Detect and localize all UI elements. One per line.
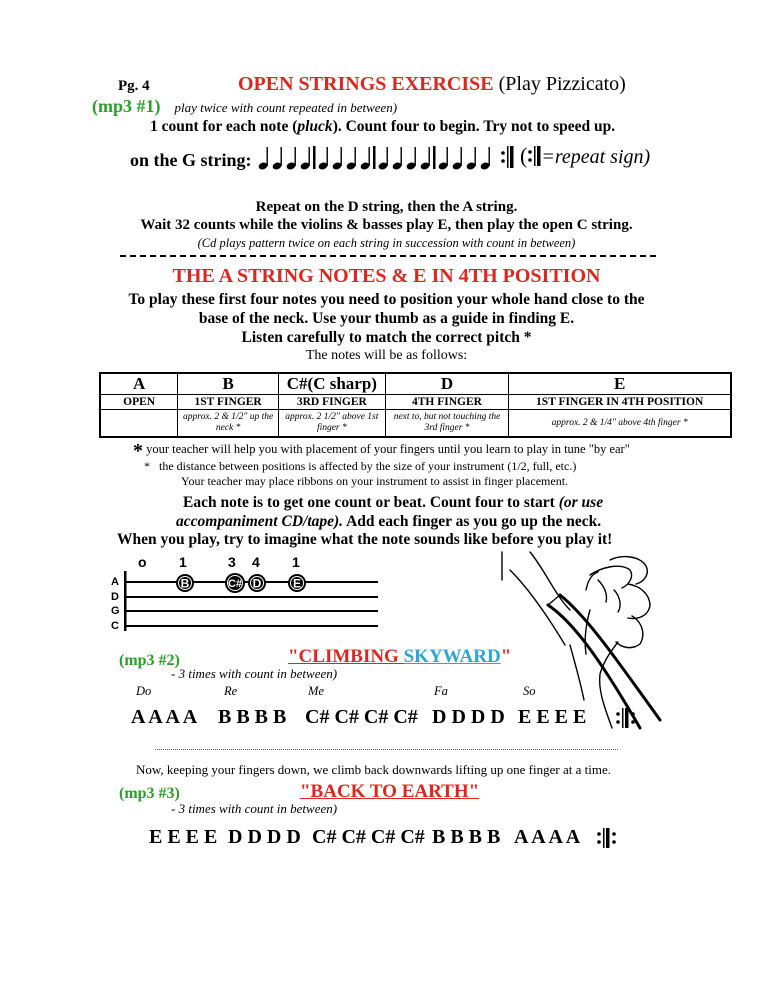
quarter-note-stem (355, 147, 356, 166)
section2-para2: base of the neck. Use your thumb as a guide in finding E. (198, 310, 575, 327)
quarter-note-stem (447, 147, 448, 166)
syllable-re: Re (224, 684, 238, 698)
quarter-note-stem (429, 147, 430, 166)
repeat-dot (501, 151, 505, 155)
quarter-note-stem (489, 147, 490, 166)
notes-header-row (100, 373, 731, 395)
exercise3-seq-a: A A A A (514, 826, 581, 848)
finger-e: 1ST FINGER IN 4TH POSITION (509, 395, 731, 410)
repeat-sign-icon (596, 826, 620, 850)
finger-number-1b: 1 (292, 554, 300, 570)
exercise2-seq-b: B B B B (218, 706, 287, 728)
exercise2-seq-a: A A A A (131, 706, 198, 728)
instruction-part-a: 1 count for each note ( (150, 118, 298, 135)
quarter-note-stem (327, 147, 328, 166)
exercise2-seq-d: D D D D (432, 706, 505, 728)
header-a: A (100, 373, 178, 395)
finger-number-1: 1 (179, 554, 187, 570)
exercise2-note: - 3 times with count in between) (171, 666, 338, 681)
footnote-2 (144, 459, 576, 474)
note-marker-d-label: D (252, 576, 262, 591)
exercise1-heading (238, 73, 626, 96)
exercise2-title (288, 646, 511, 668)
count-line-2 (176, 513, 601, 531)
quarter-note-stem (309, 147, 310, 166)
repeat-sign-legend (520, 143, 650, 169)
exercise3-seq-c-sharp: C# C# C# C# (312, 826, 425, 848)
desc-c-sharp: approx. 2 1/2" above 1st finger * (279, 410, 386, 438)
dotted-divider (155, 749, 618, 750)
fingerboard-diagram (110, 553, 380, 635)
exercise3-seq-d: D D D D (228, 826, 301, 848)
count-line-2-italic: accompaniment CD/tape). (176, 513, 344, 530)
exercise3-seq-e: E E E E (149, 826, 218, 848)
exercise1-line1: Repeat on the D string, then the A string. (255, 199, 518, 215)
repeat-sign-icon (527, 145, 541, 167)
exercise1-line3: (Cd plays pattern twice on each string in succession with count in between) (197, 236, 576, 250)
section2-para3: Listen carefully to match the correct pitch * (241, 329, 532, 346)
note-marker-b (176, 574, 194, 592)
header-e: E (509, 373, 731, 395)
notes-table (99, 372, 732, 438)
note-marker-d (248, 574, 266, 592)
footnote-3: Your teacher may place ribbons on your instrument to assist in finger placement. (181, 474, 569, 488)
page-label: Pg. 4 (118, 78, 150, 94)
count-line-1 (183, 494, 603, 512)
note-marker-c-sharp-label: C# (227, 578, 243, 590)
repeat-dot (501, 159, 505, 163)
section2-para1: To play these first four notes you need to position your whole hand close to the (128, 291, 645, 308)
syllable-me: Me (308, 684, 324, 698)
repeat-legend-open-paren: ( (520, 143, 528, 168)
quarter-note-stem (341, 147, 342, 166)
desc-b: approx. 2 & 1/2" up the neck * (178, 410, 279, 438)
count-line-1-italic: (or use (558, 494, 604, 511)
string-label-a: A (111, 576, 119, 588)
note-marker-e-label: E (292, 576, 302, 591)
exercise1-title-suffix: (Play Pizzicato) (498, 73, 626, 95)
desc-e: approx. 2 & 1/4" above 4th finger * (509, 410, 731, 438)
desc-a (100, 410, 178, 438)
exercise3-intro: Now, keeping your fingers down, we climb back downwards lifting up one finger at a time. (136, 762, 611, 777)
barline (433, 146, 436, 169)
quarter-note-stem (475, 147, 476, 166)
count-line-3: When you play, try to imagine what the note sounds like before you play it! (117, 531, 613, 548)
string-label-g: G (111, 605, 120, 617)
exercise3-note: - 3 times with count in between) (171, 801, 338, 816)
quarter-note-stem (461, 147, 462, 166)
quarter-note-stem (401, 147, 402, 166)
repeat-thin-bar (507, 146, 509, 168)
fingerboard-nut (124, 571, 127, 631)
exercise1-line2: Wait 32 counts while the violins & basses play E, then play the open C string. (140, 217, 633, 233)
exercise2-title-part1: "CLIMBING (288, 646, 404, 667)
exercise2-seq-e: E E E E (518, 706, 587, 728)
barline (313, 146, 316, 169)
quarter-note-stem (387, 147, 388, 166)
finger-a: OPEN (100, 395, 178, 410)
asterisk-icon: * (133, 440, 143, 462)
instruction-pluck: pluck (297, 118, 333, 135)
quarter-note-rhythm (255, 142, 528, 172)
notes-finger-row (100, 395, 731, 410)
exercise2-title-part2: SKYWARD (403, 646, 501, 667)
syllable-fa: Fa (434, 684, 448, 698)
instruction-part-b: ). Count four to begin. Try not to speed up. (332, 118, 616, 135)
footnote-1-text: your teacher will help you with placement of your fingers until you learn to play in tune "by ear" (146, 442, 630, 456)
repeat-sign-icon (615, 706, 639, 730)
finger-c-sharp: 3RD FINGER (279, 395, 386, 410)
notes-desc-row (100, 410, 731, 438)
string-label-d: D (111, 591, 119, 603)
repeat-thick-bar (510, 146, 514, 168)
finger-b: 1ST FINGER (178, 395, 279, 410)
dashed-divider (120, 255, 656, 257)
exercise3-seq-b: B B B B (432, 826, 501, 848)
syllable-so: So (523, 684, 536, 698)
exercise1-instruction (150, 118, 615, 136)
footnote-2-text: the distance between positions is affected by the size of your instrument (1/2, full, etc.) (159, 459, 577, 473)
hand-on-neck-illustration (500, 550, 672, 730)
quarter-note-stem (295, 147, 296, 166)
header-b: B (178, 373, 279, 395)
g-string-label: on the G string: (130, 150, 252, 170)
exercise2-title-part3: " (500, 646, 512, 667)
exercise1-mp3-note: play twice with count repeated in between) (174, 100, 398, 115)
finger-number-3: 3 (228, 554, 236, 570)
string-label-c: C (111, 620, 119, 632)
exercise1-mp3-label: (mp3 #1) (92, 96, 161, 116)
asterisk-icon: * (144, 459, 150, 473)
exercise3-mp3-label: (mp3 #3) (119, 785, 180, 802)
exercise1-mp3-row (92, 96, 397, 117)
section2-para4: The notes will be as follows: (305, 348, 468, 363)
header-d: D (385, 373, 509, 395)
note-marker-e (288, 574, 306, 592)
note-marker-b-label: B (180, 576, 190, 591)
exercise2-mp3-label: (mp3 #2) (119, 652, 180, 669)
count-line-1-text: Each note is to get one count or beat. Count four to start (183, 494, 559, 511)
header-c-sharp: C#(C sharp) (279, 373, 386, 395)
exercise1-title: OPEN STRINGS EXERCISE (238, 73, 494, 95)
quarter-note-stem (281, 147, 282, 166)
exercise2-seq-c-sharp: C# C# C# C# (305, 706, 418, 728)
note-marker-c-sharp (225, 573, 245, 593)
syllable-do: Do (136, 684, 152, 698)
count-line-2-text: Add each finger as you go up the neck. (343, 513, 602, 530)
section2-title: THE A STRING NOTES & E IN 4TH POSITION (172, 265, 601, 287)
barline (373, 146, 376, 169)
exercise3-title: "BACK TO EARTH" (300, 781, 480, 802)
repeat-legend-text: =repeat sign) (541, 146, 651, 168)
finger-number-4: 4 (252, 554, 260, 570)
quarter-note-stem (415, 147, 416, 166)
quarter-note-stem (369, 147, 370, 166)
quarter-note-stem (267, 147, 268, 166)
finger-d: 4TH FINGER (385, 395, 509, 410)
desc-d: next to, but not touching the 3rd finger * (385, 410, 509, 438)
finger-number-open: o (138, 554, 147, 570)
